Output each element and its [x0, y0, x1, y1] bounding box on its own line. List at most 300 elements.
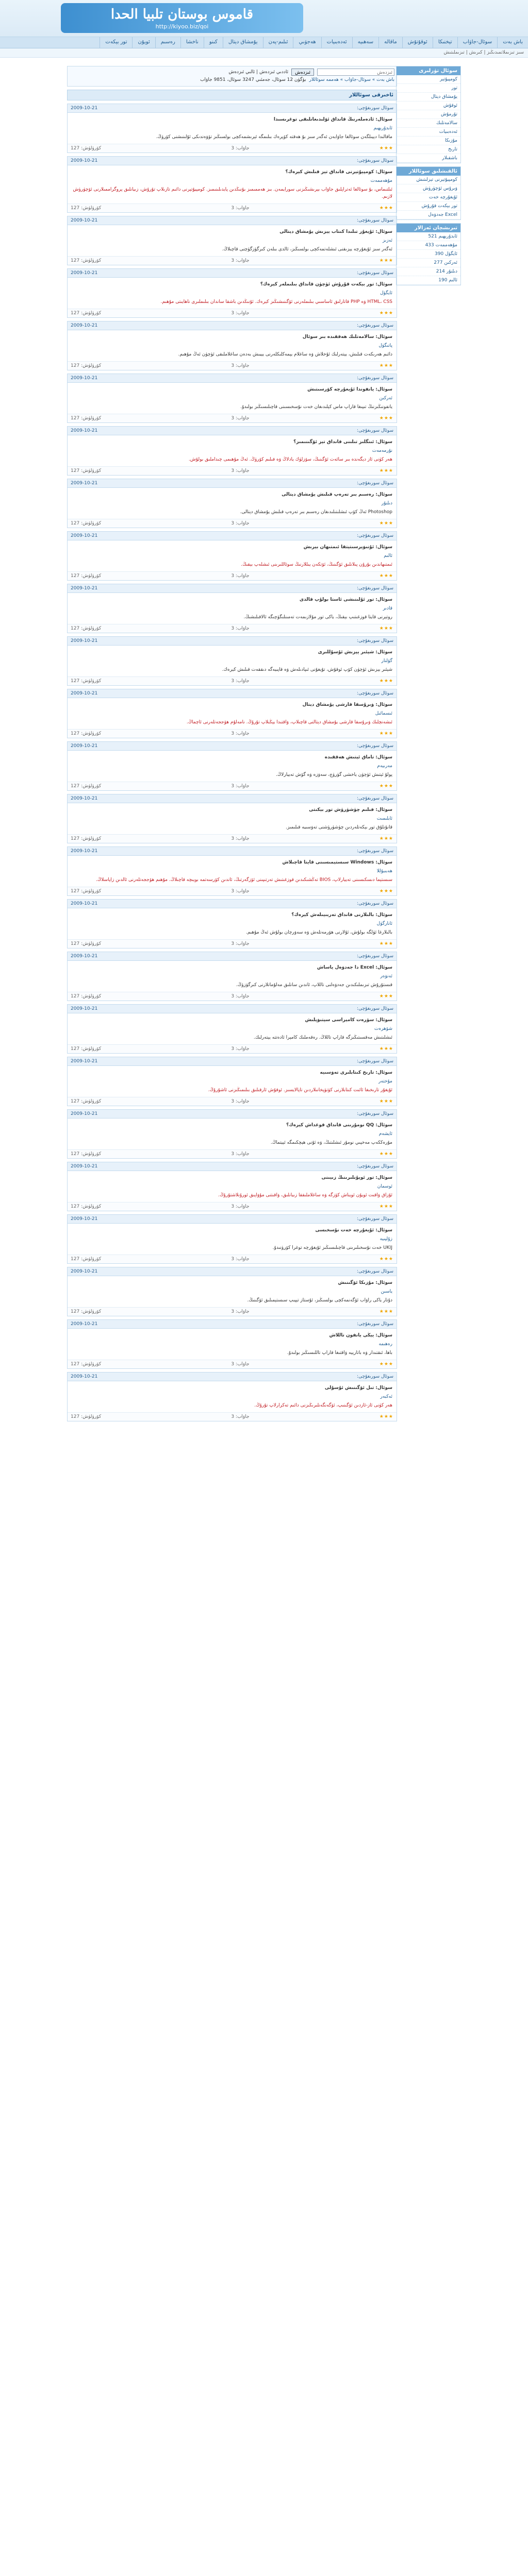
asker-label: سوئال سورىغۇچى:: [357, 1059, 393, 1064]
post-date: 2009-10-21: [71, 218, 98, 223]
view-count: كۆرۈلۈش: 127: [71, 363, 102, 368]
post-body: [68, 1118, 397, 1149]
view-count: كۆرۈلۈش: 127: [71, 146, 102, 151]
post-author[interactable]: زۇلپىيە: [380, 1236, 392, 1242]
reply-count: جاۋاب: 3: [231, 1362, 250, 1367]
reply-count: جاۋاب: 3: [231, 573, 250, 579]
post-card: [67, 1372, 397, 1421]
nav-item[interactable]: ئىلىم-پەن: [263, 37, 293, 48]
main-content: [67, 66, 397, 1425]
view-count: كۆرۈلۈش: 127: [71, 1046, 102, 1052]
question-title[interactable]: سوئال: تاماق ئېتىش ھەققىدە: [324, 755, 392, 760]
post-header: [68, 374, 397, 383]
sidebar-item[interactable]: ئالىم 190: [397, 276, 460, 285]
post-card: [67, 426, 397, 476]
rating-stars[interactable]: ★★★: [379, 206, 393, 211]
question-title[interactable]: سوئال: سۈرەت كامېراسى سېتىۋېلىش: [305, 1018, 392, 1023]
post-date: 2009-10-21: [71, 323, 98, 328]
post-date: 2009-10-21: [71, 796, 98, 801]
reply-count: جاۋاب: 3: [231, 1204, 250, 1209]
view-count: كۆرۈلۈش: 127: [71, 258, 102, 263]
view-count: كۆرۈلۈش: 127: [71, 468, 102, 473]
nav-item[interactable]: سوئال-جاۋاب: [457, 37, 498, 48]
post-body: [68, 1066, 397, 1097]
sidebar-item[interactable]: Excel جەدۋەل: [397, 211, 460, 219]
view-count: كۆرۈلۈش: 127: [71, 206, 102, 211]
post-author[interactable]: ئەزىز: [382, 238, 392, 243]
view-count: كۆرۈلۈش: 127: [71, 1257, 102, 1262]
post-body: [68, 225, 397, 256]
asker-label: سوئال سورىغۇچى:: [357, 849, 393, 854]
post-date: 2009-10-21: [71, 533, 98, 538]
post-footer: [68, 414, 397, 422]
post-author[interactable]: ھەبىبۇللا: [376, 869, 392, 874]
sidebar-item[interactable]: سالامەتلىك: [397, 119, 460, 128]
view-count: كۆرۈلۈش: 127: [71, 784, 102, 789]
sidebar-item[interactable]: يۇمشاق دېتال: [397, 93, 460, 101]
post-footer: [68, 1202, 397, 1211]
post-footer: [68, 782, 397, 790]
nav-item[interactable]: كىنو: [204, 37, 223, 48]
reply-count: جاۋاب: 3: [231, 1151, 250, 1157]
post-author[interactable]: مۇھەممەت: [370, 178, 392, 183]
question-title[interactable]: سوئال: تور ئويۇنلىرىنىڭ زىيىنى: [321, 1175, 392, 1180]
post-card: [67, 1162, 397, 1211]
view-count: كۆرۈلۈش: 127: [71, 889, 102, 894]
post-card: [67, 268, 397, 318]
post-footer: [68, 939, 397, 948]
post-author[interactable]: رەھىمە: [378, 1342, 392, 1347]
post-card: [67, 1319, 397, 1369]
sidebar-item[interactable]: مۇزىكا: [397, 137, 460, 145]
post-author[interactable]: ئايشەم: [378, 1131, 392, 1137]
sidebar-item[interactable]: تارىخ: [397, 145, 460, 154]
sidebar-item[interactable]: تور: [397, 84, 460, 93]
post-footer: [68, 1255, 397, 1263]
rating-stars[interactable]: ★★★: [379, 1414, 393, 1419]
post-body: [68, 908, 397, 939]
rating-stars[interactable]: ★★★: [379, 146, 393, 151]
post-date: 2009-10-21: [71, 849, 98, 854]
post-body: [68, 1224, 397, 1255]
reply-count: جاۋاب: 3: [231, 679, 250, 684]
post-body: [68, 330, 397, 361]
question-title[interactable]: سوئال: مۇزىكا ئۆگىنىش: [338, 1280, 392, 1285]
post-author[interactable]: پاتىگۈل: [378, 343, 392, 348]
post-body: [68, 1013, 397, 1044]
post-body: [68, 278, 397, 309]
post-author[interactable]: شۆھرەت: [374, 1026, 392, 1031]
post-header: [68, 157, 397, 165]
header: [0, 0, 528, 37]
view-count: كۆرۈلۈش: 127: [71, 626, 102, 631]
asker-label: سوئال سورىغۇچى:: [357, 954, 393, 959]
question-title[interactable]: سوئال: ئۇنىۋېرسىتېتقا ئىمتىھان بېرىش: [303, 545, 392, 550]
view-count: كۆرۈلۈش: 127: [71, 573, 102, 579]
post-header: [68, 847, 397, 856]
question-title[interactable]: سوئال: Excel دا جەدۋەل ياساش: [317, 965, 392, 970]
answer-text: باھا، ئىقتىدار ۋە باتارېيە ۋاقتىغا قاراپ تاللىسىڭىز بولىدۇ.: [287, 1350, 392, 1355]
post-date: 2009-10-21: [71, 1164, 98, 1169]
post-header: [68, 952, 397, 961]
question-title[interactable]: سوئال: Windows سىستېمىسىنى قايتا قاچىلاش: [282, 860, 392, 865]
post-header: [68, 532, 397, 540]
post-header: [68, 1005, 397, 1013]
site-logo[interactable]: [61, 3, 303, 33]
rating-stars[interactable]: ★★★: [379, 258, 393, 263]
sidebar-item[interactable]: كومپيۇتېر: [397, 75, 460, 84]
asker-label: سوئال سورىغۇچى:: [357, 743, 393, 749]
rating-stars[interactable]: ★★★: [379, 363, 393, 368]
question-title[interactable]: سوئال: شېئىر يېزىش ئۇسۇللىرى: [318, 650, 392, 655]
question-title[interactable]: سوئال: سالامەتلىك ھەققىدە بىر سوئال: [302, 334, 392, 340]
sidebar-item[interactable]: تۇرمۇش: [397, 110, 460, 119]
post-date: 2009-10-21: [71, 158, 98, 163]
rating-stars[interactable]: ★★★: [379, 1362, 393, 1367]
post-card: [67, 1004, 397, 1054]
answer-text: ئۇزاق ۋاقىت ئويۇن ئويناش كۆزگە ۋە ساغلاملىققا زىيانلىق، ۋاقىتنى مۇۋاپىق ئورۇنلاشتۇرۇڭ.: [218, 1193, 392, 1198]
rating-stars[interactable]: ★★★: [379, 1046, 393, 1052]
asker-label: سوئال سورىغۇچى:: [357, 638, 393, 643]
post-header: [68, 479, 397, 488]
post-date: 2009-10-21: [71, 954, 98, 959]
asker-label: سوئال سورىغۇچى:: [357, 158, 393, 163]
answer-text: ماقالىدا دېيىلگەن سوئالغا جاۋابەن ئەگەر سىز بۇ ھەقتە كۆپرەك بىلىمگە ئېرىشمەكچى بولسىڭىز تۆۋەندىكى ئۇلىنىشنى كۆرۈڭ.: [156, 134, 392, 140]
post-author[interactable]: مەرىيەم: [377, 764, 392, 769]
reply-count: جاۋاب: 3: [231, 994, 250, 999]
sidebar-item[interactable]: دىلنۇر 214: [397, 267, 460, 276]
post-body: [68, 383, 397, 414]
question-title[interactable]: سوئال: تور ئۇلىنىشى ئاستا بولۇپ قالدى: [299, 597, 392, 602]
post-footer: [68, 1044, 397, 1053]
answer-text: ئىمتىھاندىن بۇرۇن پىلانلىق ئۆگىنىڭ، ئۆتكەن يىللارنىڭ سوئاللىرىنى ئىشلەپ بېقىڭ.: [241, 562, 392, 567]
asker-label: سوئال سورىغۇچى:: [357, 1164, 393, 1169]
post-card: [67, 741, 397, 791]
answer-text: بالىلارغا ئۈلگە بولۇش، ئۇلارنى ھۆرمەتلەش ۋە سەۋرچان بولۇش ئەڭ مۇھىم.: [245, 930, 392, 935]
rating-stars[interactable]: ★★★: [379, 626, 393, 631]
question-title[interactable]: سوئال: رەسىم بىر تەرەپ قىلىش يۇمشاق دېتالى: [282, 492, 392, 497]
post-date: 2009-10-21: [71, 1374, 98, 1379]
asker-label: سوئال سورىغۇچى:: [357, 1216, 393, 1222]
reply-count: جاۋاب: 3: [231, 941, 250, 946]
question-title[interactable]: سوئال: يېڭى يانفون تاللاش: [329, 1333, 392, 1338]
rating-stars[interactable]: ★★★: [379, 416, 393, 421]
answer-text: سىستېما دىسكىسىنى تەييارلاپ، BIOS تەڭشىكىدىن قوزغىتىش تەرتىپىنى ئۆزگەرتىڭ، ئاندىن كۆرسەتمە بويىچە قاچىلاڭ. مۇھىم ھۆججەتلەرنى ئالدىن زاپاسلاڭ.: [95, 877, 392, 883]
post-author[interactable]: ئابدۇرېھىم: [373, 126, 392, 131]
nav-item[interactable]: ناخشا: [180, 37, 204, 48]
view-count: كۆرۈلۈش: 127: [71, 1309, 102, 1314]
asker-label: سوئال سورىغۇچى:: [357, 106, 393, 111]
answer-text: ئۇيغۇر تارىخىغا ئائىت كىتابلارنى كۈتۈپخانىلاردىن تاپالايسىز. ئوقۇش ئارقىلىق بىلىمىڭىزنى ئاشۇرۇڭ.: [208, 1088, 392, 1093]
post-author[interactable]: ئالىم: [384, 553, 392, 558]
post-body: [68, 751, 397, 782]
sidebar-box: [396, 66, 461, 163]
post-header: [68, 427, 397, 435]
sidebar-item[interactable]: كومپيۇتېرنى تېزلىتىش: [397, 176, 460, 184]
post-date: 2009-10-21: [71, 586, 98, 591]
rating-stars[interactable]: ★★★: [379, 1309, 393, 1314]
nav-item[interactable]: رەسىم: [155, 37, 180, 48]
post-header: [68, 216, 397, 225]
post-footer: [68, 887, 397, 895]
nav-item[interactable]: تور بېكەت: [100, 37, 132, 48]
asker-label: سوئال سورىغۇچى:: [357, 323, 393, 328]
nav-item[interactable]: باش بەت: [497, 37, 528, 48]
post-author[interactable]: مۇختەر: [378, 1079, 392, 1084]
reply-count: جاۋاب: 3: [231, 146, 250, 151]
asker-label: سوئال سورىغۇچى:: [357, 218, 393, 223]
asker-label: سوئال سورىغۇچى:: [357, 376, 393, 381]
post-header: [68, 1057, 397, 1066]
post-body: [68, 698, 397, 729]
reply-count: جاۋاب: 3: [231, 468, 250, 473]
post-body: [68, 165, 397, 204]
post-card: [67, 846, 397, 896]
post-footer: [68, 1097, 397, 1106]
post-author[interactable]: ئانارگۈل: [376, 921, 392, 926]
question-title[interactable]: سوئال: ئۇيغۇرچە خەت نۇسخىسى: [315, 1228, 392, 1233]
sidebar-item[interactable]: ئابدۇرېھىم 521: [397, 232, 460, 241]
view-count: كۆرۈلۈش: 127: [71, 1099, 102, 1104]
logo-title: قاموس بوستان تلبیا الحدا: [110, 6, 254, 22]
login-bar[interactable]: سىز تىزىملاتمىدىڭىز | كىرىش | تىزىملىتىش: [0, 48, 528, 58]
post-body: [68, 488, 397, 519]
asker-label: سوئال سورىغۇچى:: [357, 796, 393, 801]
nav-item[interactable]: ھەجۋىي: [293, 37, 321, 48]
rating-stars[interactable]: ★★★: [379, 941, 393, 946]
post-date: 2009-10-21: [71, 691, 98, 696]
post-header: [68, 584, 397, 593]
rating-stars[interactable]: ★★★: [379, 836, 393, 841]
sidebar-box-title: تىرىشچان ئەزالار: [397, 224, 460, 232]
post-author[interactable]: ئەكبەر: [380, 1394, 392, 1399]
post-author[interactable]: ئەركىن: [379, 396, 392, 401]
question-title[interactable]: سوئال: ئۇيغۇر تىلىدا كىتاب يېزىش يۇمشاق دېتالى: [279, 229, 392, 234]
search-input[interactable]: [317, 69, 394, 76]
post-header: [68, 637, 397, 646]
post-date: 2009-10-21: [71, 106, 98, 111]
post-header: [68, 794, 397, 803]
rating-stars[interactable]: ★★★: [379, 311, 393, 316]
post-header: [68, 269, 397, 278]
post-header: [68, 1320, 397, 1329]
reply-count: جاۋاب: 3: [231, 521, 250, 526]
view-count: كۆرۈلۈش: 127: [71, 1362, 102, 1367]
rating-stars[interactable]: ★★★: [379, 1204, 393, 1209]
rating-stars[interactable]: ★★★: [379, 679, 393, 684]
post-author[interactable]: ئىسمائىل: [375, 711, 392, 716]
reply-count: جاۋاب: 3: [231, 731, 250, 736]
asker-label: سوئال سورىغۇچى:: [357, 481, 393, 486]
sidebar-item[interactable]: تور بېكەت قۇرۇش: [397, 202, 460, 211]
post-card: [67, 1057, 397, 1106]
sidebar-item[interactable]: ئەركىن 277: [397, 259, 460, 267]
answer-text: ئەگەر سىز ئۇيغۇرچە يېزىقنى ئىشلەتمەكچى بولسىڭىز، ئالدى بىلەن كىرگۈزگۈچنى قاچىلاڭ.: [222, 247, 392, 252]
nav-item[interactable]: ماقالە: [378, 37, 402, 48]
question-title[interactable]: سوئال: كومپيۇتېرنى قانداق تېز قىلىش كېرەك؟: [285, 170, 392, 175]
question-title[interactable]: سوئال: بالىلارنى قانداق تەربىيىلەش كېرەك؟: [291, 912, 392, 918]
rating-stars[interactable]: ★★★: [379, 1257, 393, 1262]
question-title[interactable]: سوئال: تور بېكەت قۇرۇش ئۈچۈن قانداق بىلىملەر كېرەك؟: [260, 282, 392, 287]
post-body: [68, 856, 397, 887]
post-author[interactable]: قادىر: [383, 606, 392, 611]
post-card: [67, 899, 397, 948]
post-date: 2009-10-21: [71, 376, 98, 381]
post-card: [67, 1109, 397, 1159]
post-header: [68, 1372, 397, 1381]
post-header: [68, 742, 397, 751]
post-date: 2009-10-21: [71, 1321, 98, 1327]
answer-text: ئىشەنچلىك ۋىرۇسقا قارشى يۇمشاق دېتالنى قاچىلاپ، ۋاقتىدا يېڭىلاپ تۇرۇڭ. نامەلۇم ھۆججەتلەرنى ئاچماڭ.: [186, 720, 392, 725]
post-card: [67, 156, 397, 213]
rating-stars[interactable]: ★★★: [379, 573, 393, 579]
sidebar-item[interactable]: ئۇيغۇرچە خەت: [397, 193, 460, 202]
post-body: [68, 540, 397, 571]
post-list: [67, 104, 397, 1421]
post-footer: [68, 204, 397, 212]
post-body: [68, 113, 397, 144]
post-footer: [68, 519, 397, 528]
nav-item[interactable]: يۇمشاق دېتال: [223, 37, 263, 48]
rating-stars[interactable]: ★★★: [379, 468, 393, 473]
rating-stars[interactable]: ★★★: [379, 784, 393, 789]
post-header: [68, 321, 397, 330]
post-footer: [68, 309, 397, 317]
post-author[interactable]: گۈلنار: [381, 658, 392, 664]
post-date: 2009-10-21: [71, 481, 98, 486]
question-title[interactable]: سوئال: تىل ئۆگىنىش ئۇسۇلى: [324, 1385, 392, 1391]
rating-stars[interactable]: ★★★: [379, 521, 393, 526]
post-footer: [68, 834, 397, 843]
post-body: [68, 435, 397, 466]
answer-text: دۇتار ياكى راۋاب ئۆگەنمەكچى بولسىڭىز، ئۇستاز تېپىپ سىستېمىلىق ئۆگىنىڭ.: [247, 1298, 392, 1303]
answer-text: ھەر كۈنى ئاز-ئازدىن ئۆگىنىپ، ئۆگەنگەنلىرىڭىزنى دائىم تەكرارلاپ تۇرۇڭ.: [254, 1403, 392, 1408]
post-footer: [68, 144, 397, 152]
post-header: [68, 1110, 397, 1118]
sidebar-item[interactable]: مۇھەممەت 433: [397, 241, 460, 250]
reply-count: جاۋاب: 3: [231, 784, 250, 789]
view-count: كۆرۈلۈش: 127: [71, 416, 102, 421]
post-footer: [68, 466, 397, 475]
reply-count: جاۋاب: 3: [231, 1309, 250, 1314]
sidebar-item[interactable]: ۋىرۇس ئۆچۈرۈش: [397, 184, 460, 193]
nav-item[interactable]: ئەدەبىيات: [321, 37, 352, 48]
post-footer: [68, 729, 397, 738]
asker-label: سوئال سورىغۇچى:: [357, 1269, 393, 1274]
page-title: ئاخىرقى سوئاللار: [67, 90, 397, 100]
question-title[interactable]: سوئال: تارىخ كىتابلىرى تەۋسىيە: [320, 1070, 392, 1075]
rating-stars[interactable]: ★★★: [379, 1099, 393, 1104]
post-card: [67, 689, 397, 738]
breadcrumb[interactable]: باش بەت » سوئال-جاۋاب » ھەممە سوئاللار: [309, 77, 394, 82]
post-date: 2009-10-21: [71, 743, 98, 749]
rating-stars[interactable]: ★★★: [379, 889, 393, 894]
sidebar-item[interactable]: باشقىلار: [397, 154, 460, 163]
post-footer: [68, 571, 397, 580]
sidebar-item[interactable]: ئەدەبىيات: [397, 128, 460, 137]
post-author[interactable]: دىلنۇر: [381, 501, 392, 506]
post-date: 2009-10-21: [71, 1216, 98, 1222]
post-date: 2009-10-21: [71, 638, 98, 643]
post-card: [67, 952, 397, 1001]
post-date: 2009-10-21: [71, 1006, 98, 1011]
question-title[interactable]: سوئال: QQ نومۇرىنى قانداق قوغداش كېرەك؟: [286, 1123, 392, 1128]
post-header: [68, 1162, 397, 1171]
answer-text: Photoshop ئەڭ كۆپ ئىشلىتىلىدىغان رەسىم بىر تەرەپ قىلىش يۇمشاق دېتالى.: [240, 510, 392, 515]
post-header: [68, 689, 397, 698]
reply-count: جاۋاب: 3: [231, 1257, 250, 1262]
post-author[interactable]: نۇرمەمەت: [372, 448, 392, 453]
post-date: 2009-10-21: [71, 428, 98, 433]
post-card: [67, 321, 397, 370]
search-button[interactable]: ئىزدەش: [291, 69, 314, 76]
question-title[interactable]: سوئال: ئادەملەرنىڭ قانداق ئۆلىدىغانلىقى توغرىسىدا: [273, 117, 392, 122]
post-card: [67, 374, 397, 423]
post-date: 2009-10-21: [71, 270, 98, 276]
question-title[interactable]: سوئال: ئىنگلىز تىلىنى قانداق تېز ئۆگىنىمىز؟: [293, 439, 392, 445]
sidebar-box-title: ئالقىشلىق سوئاللار: [397, 167, 460, 176]
post-footer: [68, 1307, 397, 1316]
nav-item[interactable]: ئوقۇتۇش: [402, 37, 433, 48]
answer-text: قىستۇرۇش تىزىملىكىدىن جەدۋەلنى تاللاپ، ئاندىن سانلىق مەلۇماتلارنى كىرگۈزۈڭ.: [236, 982, 392, 988]
post-date: 2009-10-21: [71, 1111, 98, 1116]
asker-label: سوئال سورىغۇچى:: [357, 1111, 393, 1116]
view-count: كۆرۈلۈش: 127: [71, 1151, 102, 1157]
reply-count: جاۋاب: 3: [231, 836, 250, 841]
reply-count: جاۋاب: 3: [231, 258, 250, 263]
post-header: [68, 900, 397, 908]
asker-label: سوئال سورىغۇچى:: [357, 270, 393, 276]
post-author[interactable]: ئايگۈل: [380, 291, 392, 296]
search-mode[interactable]: ئاددىي ئىزدەش | ئالىي ئىزدەش: [228, 70, 289, 75]
sidebar-item[interactable]: ئايگۈل 390: [397, 250, 460, 259]
view-count: كۆرۈلۈش: 127: [71, 1414, 102, 1419]
post-date: 2009-10-21: [71, 901, 98, 906]
post-card: [67, 531, 397, 581]
reply-count: جاۋاب: 3: [231, 1414, 250, 1419]
rating-stars[interactable]: ★★★: [379, 731, 393, 736]
rating-stars[interactable]: ★★★: [379, 1151, 393, 1157]
answer-text: مۇرەككەپ مەخپىي نومۇر ئىشلىتىڭ، ۋە ئۇنى ھېچكىمگە ئېيتماڭ.: [270, 1140, 392, 1145]
asker-label: سوئال سورىغۇچى:: [357, 901, 393, 906]
nav-item[interactable]: ئويۇن: [132, 37, 155, 48]
post-author[interactable]: ئوسمان: [377, 1184, 392, 1189]
nav-item[interactable]: سەھىيە: [352, 37, 378, 48]
reply-count: جاۋاب: 3: [231, 626, 250, 631]
reply-count: جاۋاب: 3: [231, 206, 250, 211]
post-author[interactable]: ئابلىمىت: [376, 816, 392, 821]
question-title[interactable]: سوئال: ۋىرۇسقا قارشى يۇمشاق دېتال: [302, 702, 392, 707]
answer-text: ھەر كۈنى ئاز دېگەندە بىر سائەت ئۆگىنىڭ، سۆزلۈك يادلاڭ ۋە فىلىم كۆرۈڭ. ئەڭ مۇھىمى چىداملىق بولۇش.: [188, 457, 392, 462]
sidebar-item[interactable]: ئوقۇش: [397, 101, 460, 110]
post-date: 2009-10-21: [71, 1059, 98, 1064]
post-author[interactable]: ياسىن: [381, 1289, 392, 1294]
post-author[interactable]: ئەنۋەر: [380, 974, 392, 979]
nav-item[interactable]: تېخنىكا: [433, 37, 457, 48]
post-body: [68, 1171, 397, 1202]
view-count: كۆرۈلۈش: 127: [71, 836, 102, 841]
view-count: كۆرۈلۈش: 127: [71, 311, 102, 316]
rating-stars[interactable]: ★★★: [379, 994, 393, 999]
question-title[interactable]: سوئال: يانفوندا ئۇيغۇرچە كۆرسىتىش: [307, 387, 392, 392]
answer-text: ئىشلىتىش مەقسىتىڭىزگە قاراپ تاللاڭ. رەقەملىك كامېرا ئادەتتە يېتەرلىك.: [253, 1035, 392, 1040]
post-header: [68, 1267, 397, 1276]
reply-count: جاۋاب: 3: [231, 1099, 250, 1104]
view-count: كۆرۈلۈش: 127: [71, 731, 102, 736]
question-title[interactable]: سوئال: فىلىم چۈشۈرۈش تور بېكىتى: [309, 807, 392, 812]
post-footer: [68, 256, 397, 265]
view-count: كۆرۈلۈش: 127: [71, 994, 102, 999]
